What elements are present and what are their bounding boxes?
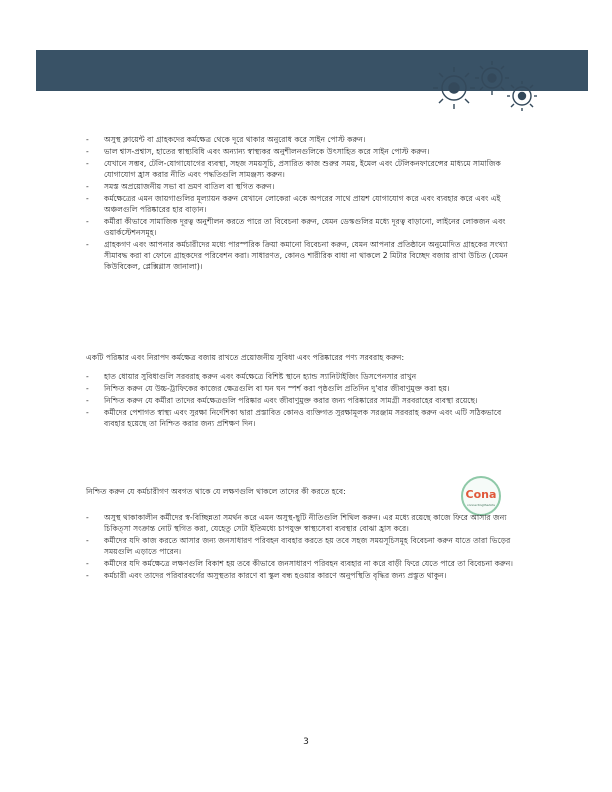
list-item: - অসুস্থ থাকাকালীন কর্মীদের স্ব-বিচ্ছিন্নতা সমর্থন করে এমন অসুস্থ-ছুটি নীতিগুলি শিথিল করুন। এর মধ্যে রয়েছে কাজে ফিরে আসার জন্য চিকিত্সা সংক্রান্ত নোট স্থগিত করা, যেহেতু সেটা ইতিমধ্যে চাপযুক্ত স্বাস্থ্যসেবা ব্যবস্থার বোঝা হ্রাস করে।	[86, 513, 507, 533]
logo-text: Cona	[465, 488, 497, 501]
list-item: - গ্রাহকগণ এবং আপনার কর্মচারীদের মধ্যে পারস্পরিক ক্রিয়া কমানো বিবেচনা করুন, যেমন আপনার প্রতিষ্ঠানে অনুমোদিত গ্রাহকের সংখ্যা সীমাবদ্ধ করা বা ফোনে গ্রাহকদের পরিবেশন করা। সাধারণত, কোনও শারীরিক বাধা না থাকলে 2 মিটার বিচ্ছেদ বজায় রাখা উচিত (যেমন কিউবিকেল, প্লেক্সিগ্লাস জানালা)।	[86, 240, 508, 271]
list-item: - ভাল শ্বাস-প্রশ্বাস, হাতের স্বাস্থ্যবিধি এবং অন্যান্য স্বাস্থ্যকর অনুশীলনগুলিকে উৎসাহিত করে সাইন পোস্ট করুন।	[86, 147, 430, 156]
precautions-list	[86, 134, 516, 273]
list-item: - সমস্ত অপ্রয়োজনীয় সভা বা ভ্রমণ বাতিল বা স্থগিত করুন।	[86, 182, 275, 191]
page-number: 3	[303, 737, 309, 747]
list-item: - কর্মক্ষেত্রের এমন জায়গাগুলির মূল্যায়ন করুন যেখানে লোকেরা একে অপরের সাথে প্রায়শ যোগাযোগ করে এবং ব্যবহার করে এবং এই অঞ্চলগুলি পরিষ্কারের হার বাড়ান।	[86, 194, 501, 214]
list-item: - নিশ্চিত করুন যে উচ্চ-ট্রাফিকের কাজের ক্ষেত্রগুলি বা ঘন ঘন স্পর্শ করা পৃষ্ঠগুলি প্রতিদিন দু'বার জীবাণুমুক্ত করা হয়।	[86, 384, 450, 393]
symptoms-list	[86, 512, 516, 582]
list-item: - কর্মীদের পেশাগত স্বাস্থ্য এবং সুরক্ষা নির্দেশিকা দ্বারা প্রস্তাবিত কোনও ব্যক্তিগত সুরক্ষামূলক সরঞ্জাম সরবরাহ করুন এবং এটি সঠিকভাবে ব্যবহার হয়েছে তা নিশ্চিত করার জন্য প্রশিক্ষণ দিন।	[86, 408, 502, 428]
list-item: - নিশ্চিত করুন যে কর্মীরা তাদের কর্মক্ষেত্রগুলি পরিষ্কার এবং জীবাণুমুক্ত করার জন্য পরিষ্কারের সামগ্রী সরবরাহের ব্যবস্থা রয়েছে।	[86, 396, 478, 405]
list-item: - কর্মীদের যদি কর্মক্ষেত্রে লক্ষণগুলি বিকাশ হয় তবে কীভাবে জনসাধারণ পরিবহন ব্যবহার না করে বাড়ী ফিরে যেতে পারে তা বিবেচনা করুন।	[86, 559, 513, 568]
logo-subtext: connectingthedots	[466, 503, 495, 507]
list-item: - অসুস্থ ক্লায়েন্ট বা গ্রাহকদের কর্মক্ষেত্র থেকে দূরে থাকার অনুরোধ করে সাইন পোস্ট করুন।	[86, 135, 366, 144]
list-item: - যেখানে সম্ভব, টেলি-যোগাযোগের ব্যবস্থা, সহজ সময়সূচি, প্রসারিত কাজ শুরুর সময়, ইমেল এবং টেলিকনফারেন্সের মাধ্যমে সামাজিক যোগাযোগ হ্রাস করার নীতি এবং পদ্ধতিগুলি সামঞ্জস্য করুন।	[86, 159, 501, 179]
list-item: - হাত ধোয়ার সুবিধাগুলি সরবরাহ করুন এবং কর্মক্ষেত্রে বিশিষ্ট স্থানে হ্যান্ড স্যানিটাইজিং ডিসপেনসার রাখুন	[86, 372, 417, 381]
list-item: - কর্মচারী এবং তাদের পরিবারবর্গের অসুস্থতার কারণে বা স্কুল বন্ধ হওয়ার কারণে অনুপস্থিতি বৃদ্ধির জন্য প্রস্তুত থাকুন।	[86, 571, 447, 580]
symptoms-heading: নিশ্চিত করুন যে কর্মচারীগণ অবগত থাকে যে লক্ষণগুলি থাকলে তাদের কী করতে হবে:	[86, 487, 346, 496]
supplies-heading: একটি পরিষ্কার এবং নিরাপদ কর্মক্ষেত্র বজায় রাখতে প্রয়োজনীয় সুবিধা এবং পরিষ্কারের পণ্য সরবরাহ করুন:	[86, 353, 405, 362]
list-item: - কর্মীরা কীভাবে সামাজিক দূরত্ব অনুশীলন করতে পারে তা বিবেচনা করুন, যেমন ডেস্কগুলির মধ্যে দূরত্ব বাড়ানো, লাইনের লোকজন এবং ওয়ার্কস্টেশনসমূহ।	[86, 217, 506, 237]
logo	[461, 476, 501, 516]
list-item: - কর্মীদের যদি কাজ করতে আসার জন্য জনসাধারণ পরিবহন ব্যবহার করতে হয় তবে সহজ সময়সূচিসমূহ বিবেচনা করুন যাতে তারা ভিড়ের সময়গুলি এড়াতে পারেন।	[86, 536, 511, 556]
supplies-list	[86, 371, 516, 430]
